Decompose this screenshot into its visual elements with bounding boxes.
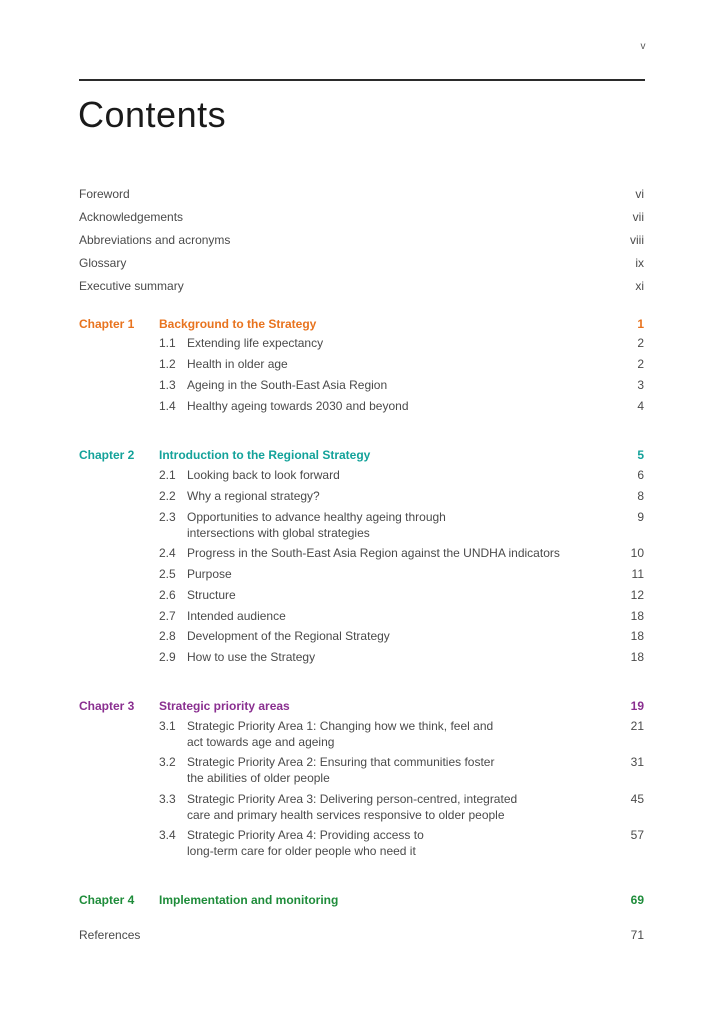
section-title[interactable]: Why a regional strategy?	[187, 489, 320, 503]
chapter-2-title[interactable]: Introduction to the Regional Strategy	[159, 448, 371, 462]
toc-page-executive-summary: xi	[635, 279, 644, 293]
section-title-continued[interactable]: act towards age and ageing	[187, 735, 335, 749]
section-title[interactable]: Extending life expectancy	[187, 336, 324, 350]
toc-page-foreword: vi	[635, 187, 644, 201]
chapter-2-page: 5	[637, 448, 644, 462]
toc-entry-abbreviations[interactable]: Abbreviations and acronyms	[79, 233, 231, 247]
section-page: 2	[637, 336, 644, 350]
section-page: 8	[637, 489, 644, 503]
section-page: 12	[630, 588, 644, 602]
section-number: 1.3	[159, 378, 176, 392]
section-page: 4	[637, 399, 644, 413]
section-title[interactable]: Health in older age	[187, 357, 288, 371]
toc-entry-glossary[interactable]: Glossary	[79, 256, 127, 270]
page-title: Contents	[78, 94, 227, 135]
section-number: 2.9	[159, 650, 176, 664]
section-title[interactable]: Ageing in the South-East Asia Region	[187, 378, 388, 392]
toc-entry-references[interactable]: References	[79, 928, 141, 942]
section-title[interactable]: Looking back to look forward	[187, 468, 340, 482]
section-page: 6	[637, 468, 644, 482]
section-number: 2.6	[159, 588, 176, 602]
section-number: 1.2	[159, 357, 176, 371]
section-title[interactable]: Strategic Priority Area 3: Delivering person-centred, integrated	[187, 792, 518, 806]
section-title[interactable]: Development of the Regional Strategy	[187, 629, 390, 643]
section-title[interactable]: How to use the Strategy	[187, 650, 316, 664]
section-title[interactable]: Opportunities to advance healthy ageing through	[187, 510, 446, 524]
toc-entry-executive-summary[interactable]: Executive summary	[79, 279, 184, 293]
chapter-1-label[interactable]: Chapter 1	[79, 317, 135, 331]
chapter-3-title[interactable]: Strategic priority areas	[159, 699, 290, 713]
section-title-continued[interactable]: intersections with global strategies	[187, 526, 370, 540]
toc-page-references: 71	[630, 928, 644, 942]
section-number: 1.1	[159, 336, 176, 350]
section-title[interactable]: Purpose	[187, 567, 232, 581]
section-number: 2.5	[159, 567, 176, 581]
section-page: 18	[630, 650, 644, 664]
section-number: 2.1	[159, 468, 176, 482]
toc-entry-foreword[interactable]: Foreword	[79, 187, 130, 201]
section-page: 2	[637, 357, 644, 371]
section-number: 3.1	[159, 719, 176, 733]
chapter-4-label[interactable]: Chapter 4	[79, 893, 135, 907]
chapter-1-title[interactable]: Background to the Strategy	[159, 317, 317, 331]
toc-page-glossary: ix	[635, 256, 644, 270]
section-number: 2.2	[159, 489, 176, 503]
section-title[interactable]: Structure	[187, 588, 236, 602]
toc-entry-acknowledgements[interactable]: Acknowledgements	[79, 210, 184, 224]
section-number: 2.4	[159, 546, 176, 560]
section-page: 21	[630, 719, 644, 733]
section-page: 18	[630, 629, 644, 643]
chapter-3-page: 19	[630, 699, 644, 713]
toc-page-abbreviations: viii	[630, 233, 644, 247]
section-title[interactable]: Progress in the South-East Asia Region against the UNDHA indicators	[187, 546, 560, 560]
chapter-4-page: 69	[630, 893, 644, 907]
section-title-continued[interactable]: the abilities of older people	[187, 771, 330, 785]
section-page: 9	[637, 510, 644, 524]
section-number: 3.4	[159, 828, 176, 842]
header-rule	[79, 79, 645, 81]
section-number: 3.3	[159, 792, 176, 806]
section-title[interactable]: Healthy ageing towards 2030 and beyond	[187, 399, 409, 413]
chapter-3-label[interactable]: Chapter 3	[79, 699, 135, 713]
section-page: 57	[630, 828, 644, 842]
section-number: 2.8	[159, 629, 176, 643]
section-title-continued[interactable]: care and primary health services responsive to older people	[187, 808, 505, 822]
section-title[interactable]: Strategic Priority Area 4: Providing access to	[187, 828, 424, 842]
chapter-4-title[interactable]: Implementation and monitoring	[159, 893, 339, 907]
section-page: 31	[630, 755, 644, 769]
section-page: 10	[630, 546, 644, 560]
section-title[interactable]: Strategic Priority Area 2: Ensuring that communities foster	[187, 755, 495, 769]
toc-page-acknowledgements: vii	[632, 210, 644, 224]
section-number: 2.3	[159, 510, 176, 524]
page-number: v	[640, 41, 646, 52]
section-title[interactable]: Intended audience	[187, 609, 286, 623]
section-page: 45	[630, 792, 644, 806]
chapter-1-page: 1	[637, 317, 644, 331]
section-page: 3	[637, 378, 644, 392]
section-title-continued[interactable]: long-term care for older people who need it	[187, 844, 416, 858]
chapter-2-label[interactable]: Chapter 2	[79, 448, 135, 462]
section-title[interactable]: Strategic Priority Area 1: Changing how we think, feel and	[187, 719, 494, 733]
section-number: 3.2	[159, 755, 176, 769]
section-page: 11	[631, 567, 644, 581]
section-number: 2.7	[159, 609, 176, 623]
section-page: 18	[630, 609, 644, 623]
section-number: 1.4	[159, 399, 176, 413]
